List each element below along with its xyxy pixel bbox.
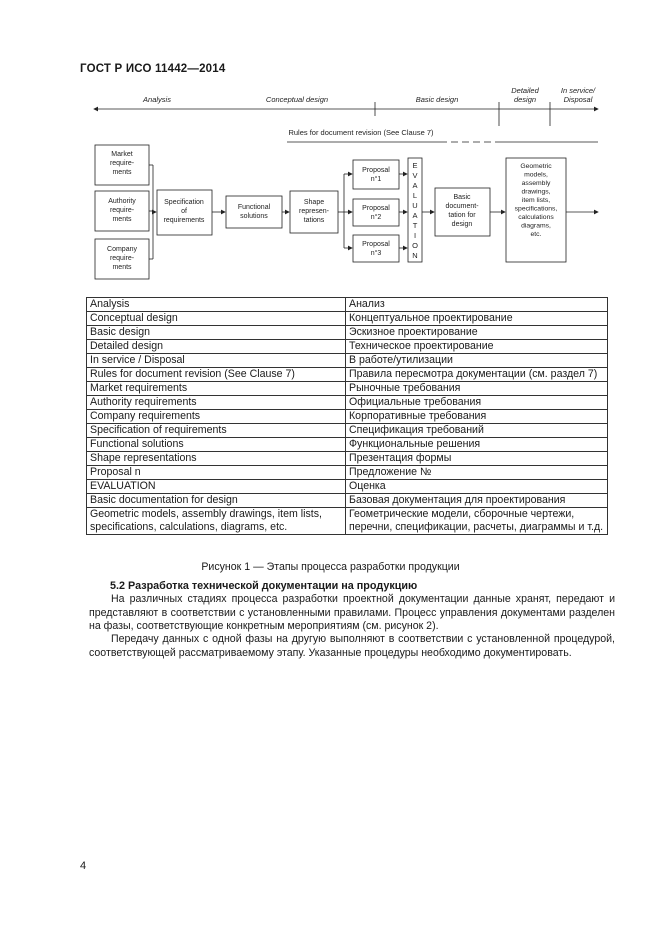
english-term-cell: Geometric models, assembly drawings, item lists, specifications, calculations, diagrams, etc. [87,508,346,535]
english-term-cell: Functional solutions [87,438,346,452]
russian-term-cell: Геометрические модели, сборочные чертежи, перечни, спецификации, расчеты, диаграммы и т.д. [346,508,608,535]
table-row [87,480,608,494]
table-row [87,410,608,424]
table-row [87,508,608,535]
authority-requirements-label: Authority require-ments [108,198,136,223]
table-row [87,424,608,438]
table-row [87,452,608,466]
table-row [87,396,608,410]
company-requirements-label: Company require-ments [107,246,137,271]
market-requirements-label: Market require-ments [109,151,135,176]
proposal-3-label: Proposal n°3 [362,241,390,257]
paragraph-1: На различных стадиях процесса разработки проектной документации данные хранят, передают и представляют в соответствии с установленными правилами. Процесс управления документами разделен на фазы, соответствующие конкретным мероприятиям (см. рисунок 2). [89,593,615,632]
table-row [87,312,608,326]
russian-term-cell: Спецификация требований [346,424,608,438]
russian-term-cell: Анализ [346,298,608,312]
proposal-2-box [353,199,399,226]
russian-term-cell: Эскизное проектирование [346,326,608,340]
functional-solutions-box [226,196,282,228]
document-header: ГОСТ Р ИСО 11442—2014 [80,63,226,75]
revision-rules-label: Rules for document revision (See Clause 7) [288,128,434,137]
english-term-cell: Company requirements [87,410,346,424]
table-row [87,368,608,382]
table-row [87,298,608,312]
table-row [87,326,608,340]
english-term-cell: Analysis [87,298,346,312]
english-term-cell: Specification of requirements [87,424,346,438]
paragraph-2: Передачу данных с одной фазы на другую выполняют в соответствии с установленной процедурой, соответствующей рассматриваемому этапу. Указанные процедуры необходимо документировать. [89,633,615,659]
phase-in-service-disposal: In service/ Disposal [560,86,596,104]
functional-solutions-label: Functional solutions [237,204,271,220]
proposal-1-box [353,160,399,189]
english-term-cell: Proposal n [87,466,346,480]
english-term-cell: Detailed design [87,340,346,354]
shape-representations-label: Shape represen-tations [299,199,329,224]
table-row [87,354,608,368]
phase-conceptual-design: Conceptual design [265,95,329,104]
russian-term-cell: Оценка [346,480,608,494]
english-term-cell: EVALUATION [87,480,346,494]
product-development-diagram [0,80,661,280]
english-term-cell: Market requirements [87,382,346,396]
table-row [87,466,608,480]
table-row [87,382,608,396]
table-row [87,494,608,508]
table-row [87,438,608,452]
geometric-models-label: Geometric models, assembly drawings, item lists, specifications, calculations diagrams, etc. [514,163,558,238]
russian-term-cell: Официальные требования [346,396,608,410]
russian-term-cell: Функциональные решения [346,438,608,452]
section-heading: 5.2 Разработка технической документации на продукцию [110,580,418,592]
phase-detailed-design: Detailed design [511,86,539,104]
russian-term-cell: Рыночные требования [346,382,608,396]
page-number: 4 [80,860,87,872]
phase-timeline [94,86,598,126]
russian-term-cell: Базовая документация для проектирования [346,494,608,508]
proposal-1-label: Proposal n°1 [362,167,390,183]
specification-label: Specification of requirements [163,199,205,224]
proposal-2-label: Proposal n°2 [362,205,390,221]
english-term-cell: Rules for document revision (See Clause 7) [87,368,346,382]
russian-term-cell: В работе/утилизации [346,354,608,368]
translation-table [86,297,608,535]
russian-term-cell: Предложение № [346,466,608,480]
english-term-cell: Basic design [87,326,346,340]
evaluation-label: E V A L U A T I O N [412,161,418,260]
basic-documentation-label: Basic document-tation for design [445,194,479,228]
russian-term-cell: Презентация формы [346,452,608,466]
english-term-cell: Shape representations [87,452,346,466]
english-term-cell: Authority requirements [87,396,346,410]
russian-term-cell: Корпоративные требования [346,410,608,424]
russian-term-cell: Техническое проектирование [346,340,608,354]
russian-term-cell: Концептуальное проектирование [346,312,608,326]
table-row [87,340,608,354]
proposal-3-box [353,235,399,262]
english-term-cell: Conceptual design [87,312,346,326]
phase-basic-design: Basic design [415,95,459,104]
figure-caption: Рисунок 1 — Этапы процесса разработки продукции [201,561,460,573]
revision-rules [287,128,598,142]
english-term-cell: Basic documentation for design [87,494,346,508]
russian-term-cell: Правила пересмотра документации (см. раздел 7) [346,368,608,382]
english-term-cell: In service / Disposal [87,354,346,368]
phase-analysis: Analysis [143,95,171,104]
